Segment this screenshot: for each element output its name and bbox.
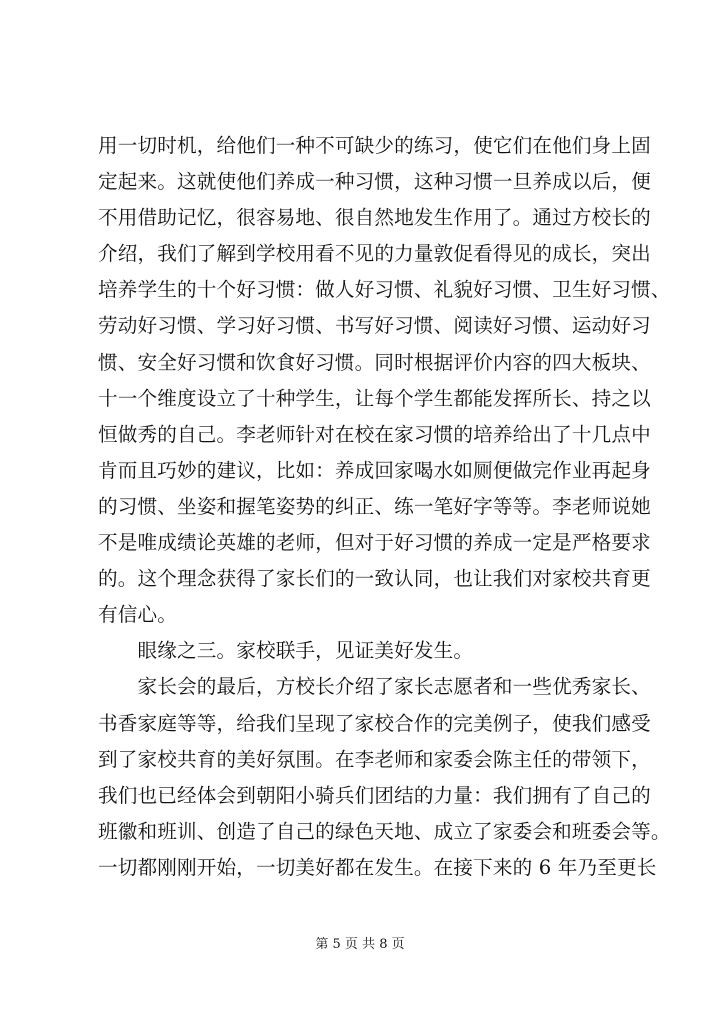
text-line: 的。这个理念获得了家长们的一致认同，也让我们对家校共育更 — [98, 567, 651, 591]
text-line: 一切都刚刚开始，一切美好都在发生。在接下来的 6 年乃至更长 — [98, 855, 657, 879]
page-number-footer: 第 5 页 共 8 页 — [315, 937, 405, 952]
body-text — [98, 128, 671, 886]
text-line: 班徽和班训、创造了自己的绿色天地、成立了家委会和班委会等。 — [98, 819, 671, 843]
text-line: 家长会的最后，方校长介绍了家长志愿者和一些优秀家长、 — [98, 675, 651, 699]
text-line: 用一切时机，给他们一种不可缺少的练习，使它们在他们身上固 — [98, 134, 651, 157]
text-line: 的习惯、坐姿和握笔姿势的纠正、练一笔好字等等。李老师说她 — [98, 494, 651, 518]
text-line: 恒做秀的自己。李老师针对在校在家习惯的培养给出了十几点中 — [98, 422, 651, 446]
text-line: 书香家庭等等，给我们呈现了家校合作的完美例子，使我们感受 — [98, 711, 651, 735]
text-line: 我们也已经体会到朝阳小骑兵们团结的力量：我们拥有了自己的 — [98, 783, 651, 807]
text-line: 有信心。 — [98, 603, 177, 627]
text-line: 培养学生的十个好习惯：做人好习惯、礼貌好习惯、卫生好习惯、 — [98, 278, 671, 302]
text-line: 到了家校共育的美好氛围。在李老师和家委会陈主任的带领下， — [98, 747, 651, 771]
text-line: 惯、安全好习惯和饮食好习惯。同时根据评价内容的四大板块、 — [98, 350, 651, 374]
text-line: 不用借助记忆，很容易地、很自然地发生作用了。通过方校长的 — [98, 206, 651, 230]
text-line: 介绍，我们了解到学校用看不见的力量敦促看得见的成长，突出 — [98, 242, 651, 266]
section-heading: 眼缘之三。家校联手，见证美好发生。 — [98, 639, 474, 663]
text-line: 十一个维度设立了十种学生，让每个学生都能发挥所长、持之以 — [98, 386, 651, 410]
text-line: 肯而且巧妙的建议，比如：养成回家喝水如厕便做完作业再起身 — [98, 458, 651, 482]
text-line: 不是唯成绩论英雄的老师，但对于好习惯的养成一定是严格要求 — [98, 531, 651, 555]
text-line: 劳动好习惯、学习好习惯、书写好习惯、阅读好习惯、运动好习 — [98, 314, 651, 338]
text-line: 定起来。这就使他们养成一种习惯，这种习惯一旦养成以后，便 — [98, 170, 651, 194]
